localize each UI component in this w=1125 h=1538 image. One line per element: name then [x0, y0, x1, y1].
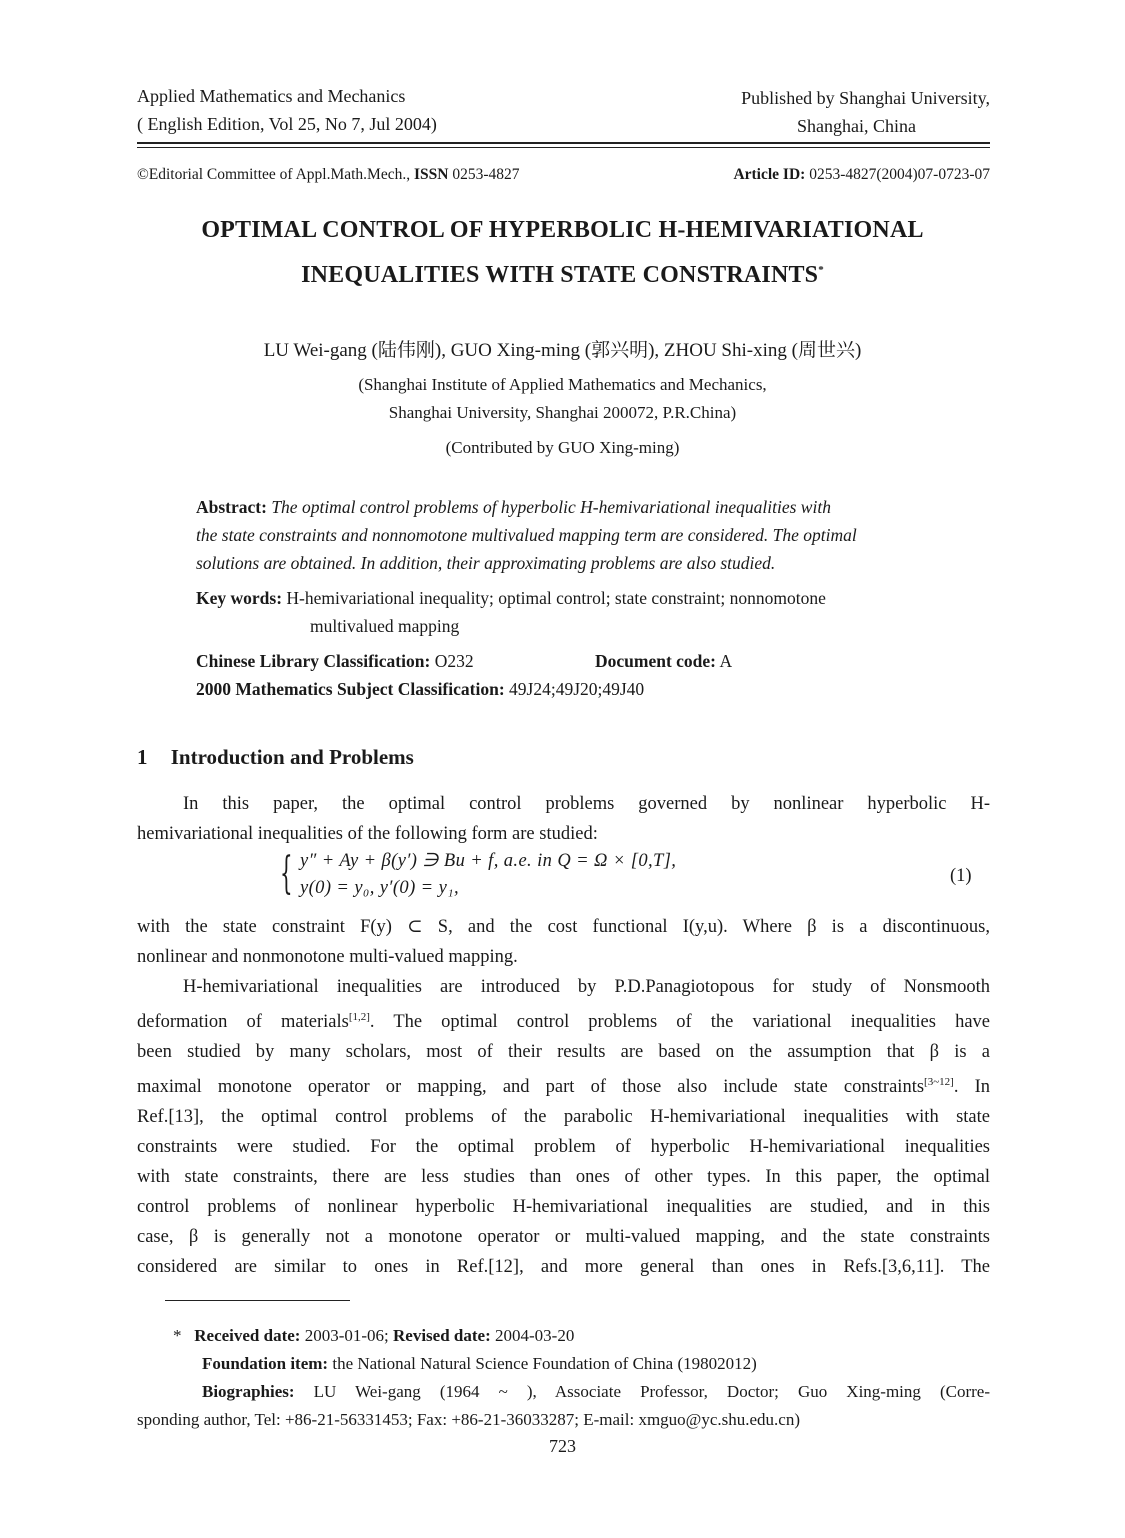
- paragraph-2: [137, 912, 990, 972]
- clc-line: [196, 647, 474, 675]
- keywords-label: Key words:: [196, 588, 283, 608]
- abstract: [196, 493, 936, 577]
- paragraph-3-line1: H-hemivariational inequalities are introduced by P.D.Panagiotopous for study of Nonsmooth: [183, 977, 990, 997]
- footnote-dates: [137, 1322, 990, 1350]
- foundation-label: Foundation item:: [202, 1354, 329, 1373]
- contributed-by: (Contributed by GUO Xing-ming): [445, 438, 680, 457]
- clc-label: Chinese Library Classification:: [196, 651, 431, 671]
- journal-issue: ( English Edition, Vol 25, No 7, Jul 2004): [137, 114, 437, 134]
- section-heading: [137, 745, 414, 770]
- msc-value: 49J24;49J20;49J40: [509, 679, 645, 699]
- msc-line: [196, 675, 644, 703]
- authors: LU Wei-gang (陆伟刚), GUO Xing-ming (郭兴明), ZHOU Shi-xing (周世兴): [263, 340, 862, 361]
- journal-name: Applied Mathematics and Mechanics: [137, 86, 406, 106]
- footnote-biographies: [137, 1378, 990, 1406]
- paragraph-3-line2-b: . The optimal control problems of the variational inequalities have: [369, 1012, 990, 1033]
- equation-row1: y″ + Ay + β(y′) ∋ Bu + f, a.e. in Q = Ω × [0,T],: [300, 851, 677, 871]
- paragraph-3-line2: [137, 1002, 990, 1037]
- paragraph-2-line2: nonlinear and nonmonotone multi-valued mapping.: [137, 947, 518, 967]
- paragraph-3-line4-b: . In: [953, 1077, 991, 1098]
- affiliation-line1: (Shanghai Institute of Applied Mathematics and Mechanics,: [358, 375, 767, 394]
- biographies-label: Biographies:: [202, 1382, 295, 1401]
- paragraph-3-line7: with state constraints, there are less studies than ones of other types. In this paper, the optimal: [137, 1167, 990, 1188]
- keywords: [196, 584, 936, 640]
- affiliation-line2: Shanghai University, Shanghai 200072, P.R.China): [388, 403, 737, 422]
- header-rule-thin: [137, 147, 990, 148]
- publisher-name: Published by Shanghai University,: [741, 88, 990, 108]
- paper-title-line2-text: INEQUALITIES WITH STATE CONSTRAINTS: [301, 262, 819, 288]
- paragraph-3-line9: case, β is generally not a monotone operator or multi-valued mapping, and the state constraints: [137, 1227, 990, 1248]
- received-value: 2003-01-06;: [304, 1326, 389, 1345]
- doc-code-value: A: [719, 651, 733, 671]
- biographies-line2: sponding author, Tel: +86-21-56331453; Fax: +86-21-36033287; E-mail: xmguo@yc.shu.edu.cn): [137, 1410, 800, 1429]
- equation-number: (1): [950, 866, 972, 886]
- paragraph-3-line2-a: deformation of materials: [137, 1012, 349, 1033]
- revised-value: 2004-03-20: [495, 1326, 575, 1345]
- citation-3-12: [3~12]: [924, 1076, 954, 1089]
- publisher-location: Shanghai, China: [797, 116, 916, 136]
- abstract-label: Abstract:: [196, 497, 267, 517]
- keywords-line1: H-hemivariational inequality; optimal control; state constraint; nonnomotone: [286, 588, 826, 608]
- copyright-line: [137, 166, 519, 184]
- paragraph-2-line1: with the state constraint F(y) ⊂ S, and the cost functional I(y,u). Where β is a discontinuous,: [137, 917, 990, 937]
- revised-label: Revised date:: [393, 1326, 491, 1345]
- abstract-line2: the state constraints and nonnomotone multivalued mapping term are considered. The optimal: [196, 525, 857, 545]
- title-footnote-mark: *: [818, 264, 824, 276]
- paragraph-3-line3: been studied by many scholars, most of their results are based on the assumption that β is a: [137, 1042, 990, 1063]
- keywords-line2: multivalued mapping: [310, 616, 460, 636]
- biographies-line1: LU Wei-gang (1964 ~ ), Associate Professor, Doctor; Guo Xing-ming (Corre-: [313, 1382, 991, 1401]
- paragraph-3-line8: control problems of nonlinear hyperbolic H-hemivariational inequalities are studied, and in this: [137, 1197, 990, 1218]
- paragraph-3-line4: [137, 1067, 990, 1102]
- paragraph-1: [137, 789, 990, 849]
- foundation-value: the National Natural Science Foundation of China (19802012): [332, 1354, 757, 1373]
- header-rule-thick: [137, 142, 990, 144]
- paper-title-line1: OPTIMAL CONTROL OF HYPERBOLIC H-HEMIVARIATIONAL: [201, 217, 924, 243]
- abstract-line3: solutions are obtained. In addition, their approximating problems are also studied.: [196, 553, 776, 573]
- paragraph-3-line5: Ref.[13], the optimal control problems of the parabolic H-hemivariational inequalities with state: [137, 1107, 990, 1128]
- paragraph-1-line1: In this paper, the optimal control problems governed by nonlinear hyperbolic H-: [183, 794, 990, 814]
- paragraph-3-line6: constraints were studied. For the optimal problem of hyperbolic H-hemivariational inequalities: [137, 1137, 990, 1158]
- footnote-mark: *: [173, 1326, 182, 1345]
- section-number: 1: [137, 745, 148, 769]
- issn-value: 0253-4827: [452, 166, 520, 183]
- issn-label: ISSN: [413, 166, 449, 183]
- footnotes: [137, 1322, 990, 1434]
- article-id-value: 0253-4827(2004)07-0723-07: [809, 166, 990, 183]
- copyright-text: ©Editorial Committee of Appl.Math.Mech.,: [137, 166, 411, 183]
- paragraph-1-line2: hemivariational inequalities of the following form are studied:: [137, 824, 598, 844]
- paragraph-3-line4-a: maximal monotone operator or mapping, and part of those also include state constraints: [137, 1077, 925, 1098]
- citation-1-2: [1,2]: [348, 1011, 370, 1023]
- equation-row2: y(0) = y₀, y′(0) = y₁,: [300, 878, 460, 898]
- footnote-rule: [165, 1300, 350, 1301]
- received-label: Received date:: [194, 1326, 301, 1345]
- footnote-foundation: [137, 1350, 990, 1378]
- paragraph-3-line10: considered are similar to ones in Ref.[12], and more general than ones in Refs.[3,6,11]. The: [137, 1257, 990, 1278]
- abstract-line1: The optimal control problems of hyperbolic H-hemivariational inequalities with: [271, 497, 831, 517]
- paragraph-3: [137, 972, 990, 1282]
- doc-code-label: Document code:: [595, 651, 717, 671]
- doc-code: [595, 647, 732, 675]
- msc-label: 2000 Mathematics Subject Classification:: [196, 679, 505, 699]
- equation-brace: {: [280, 848, 293, 899]
- article-id-label: Article ID:: [733, 166, 806, 183]
- section-title: Introduction and Problems: [170, 745, 414, 769]
- paper-title-line2: [0, 262, 1125, 289]
- page-number: 723: [549, 1436, 576, 1456]
- clc-value: O232: [434, 651, 474, 671]
- article-id: [690, 166, 990, 184]
